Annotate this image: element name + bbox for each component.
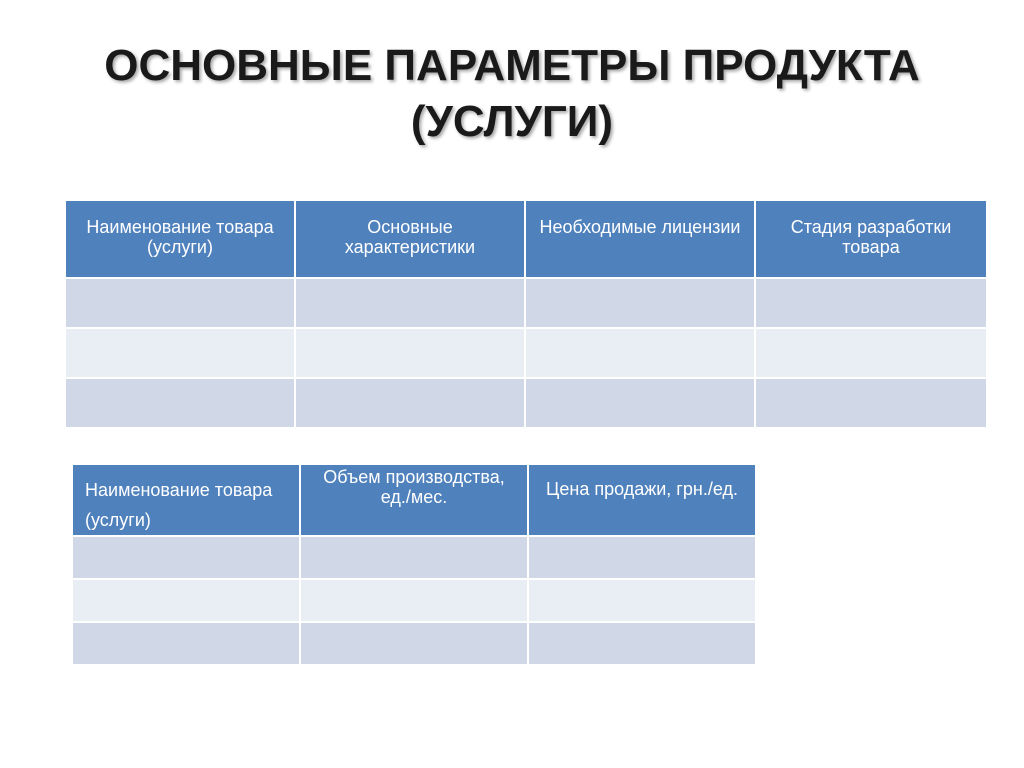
table-cell[interactable] (755, 278, 987, 328)
header-main-characteristics: Основные характеристики (295, 200, 525, 278)
table-cell[interactable] (65, 328, 295, 378)
table-cell[interactable] (528, 536, 756, 579)
table-cell[interactable] (528, 622, 756, 665)
table-cell[interactable] (65, 378, 295, 428)
table-cell[interactable] (525, 328, 755, 378)
header-development-stage: Стадия разработки товара (755, 200, 987, 278)
header-product-name: Наименование товара (услуги) (65, 200, 295, 278)
header-required-licenses: Необходимые лицензии (525, 200, 755, 278)
table-row (65, 328, 987, 378)
header-sale-price: Цена продажи, грн./ед. (528, 464, 756, 536)
production-volume-table (71, 463, 757, 666)
slide-title (60, 38, 964, 150)
table-cell[interactable] (72, 536, 300, 579)
table-cell[interactable] (300, 622, 528, 665)
table-header-row (65, 200, 987, 278)
table-header-row (72, 464, 756, 536)
table-row (72, 536, 756, 579)
table-cell[interactable] (755, 378, 987, 428)
table-cell[interactable] (300, 536, 528, 579)
slide-title-line-1: ОСНОВНЫЕ ПАРАМЕТРЫ ПРОДУКТА (104, 41, 920, 90)
table-cell[interactable] (300, 579, 528, 622)
table-cell[interactable] (65, 278, 295, 328)
table-row (72, 622, 756, 665)
table-row (65, 278, 987, 328)
table-row (72, 579, 756, 622)
slide-title-line-2: (УСЛУГИ) (410, 97, 614, 146)
header-product-name: Наименование товара (услуги) (72, 464, 300, 536)
table-cell[interactable] (525, 378, 755, 428)
table-cell[interactable] (295, 378, 525, 428)
table-cell[interactable] (72, 579, 300, 622)
table-cell[interactable] (528, 579, 756, 622)
table-cell[interactable] (525, 278, 755, 328)
table-cell[interactable] (755, 328, 987, 378)
table-cell[interactable] (295, 328, 525, 378)
table-cell[interactable] (295, 278, 525, 328)
product-parameters-table (64, 199, 988, 429)
table-cell[interactable] (72, 622, 300, 665)
header-production-volume: Объем производства, ед./мес. (300, 464, 528, 536)
table-row (65, 378, 987, 428)
